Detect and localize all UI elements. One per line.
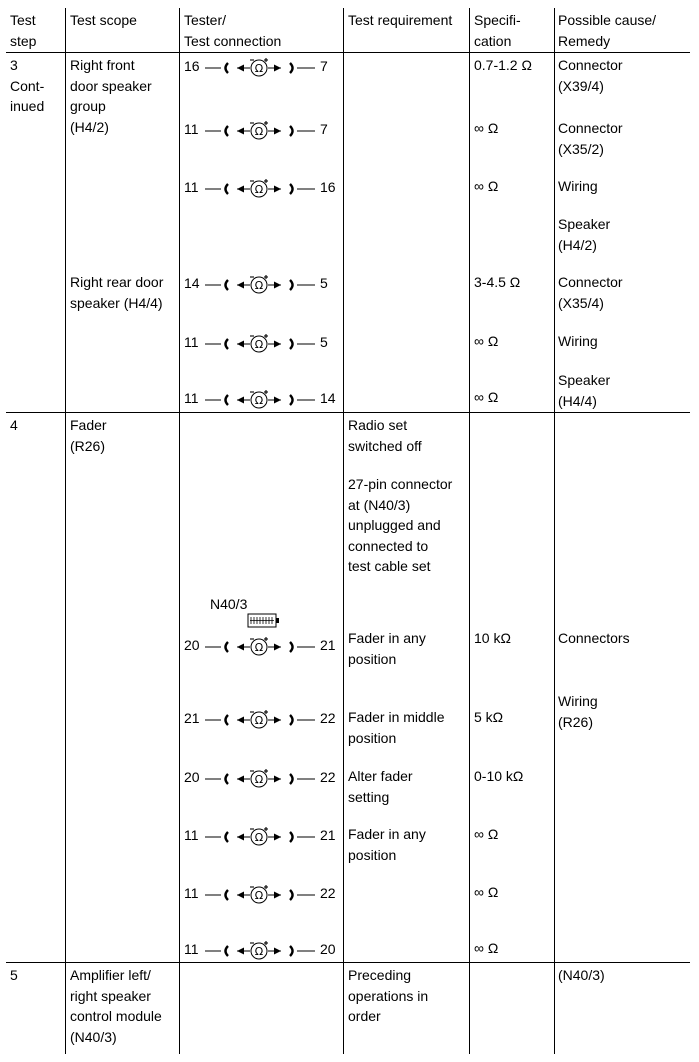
test-requirement: Fader in middle position	[348, 709, 445, 746]
ohmmeter-icon	[203, 766, 319, 790]
connector-icon	[247, 613, 281, 629]
right-pin-number: 16	[320, 179, 336, 195]
test-scope: Fader (R26)	[70, 417, 107, 454]
right-pin-number: 14	[320, 390, 336, 406]
ohmmeter-icon	[203, 387, 319, 411]
remedy-text: Wiring	[558, 178, 598, 194]
remedy-text: Connector (X35/4)	[558, 274, 623, 311]
test-scope: Amplifier left/ right speaker control module (N40/3)	[70, 967, 162, 1045]
column-divider	[554, 8, 555, 1054]
right-pin-number: 21	[320, 637, 336, 653]
right-pin-number: 5	[320, 275, 328, 291]
test-requirement: Fader in any position	[348, 826, 426, 863]
test-connection	[184, 824, 344, 848]
right-pin-number: 7	[320, 121, 328, 137]
header-test-requirement: Test requirement	[348, 12, 453, 28]
svg-text:Ω: Ω	[254, 338, 264, 352]
svg-text:Ω: Ω	[254, 889, 264, 903]
test-requirement: Alter fader setting	[348, 768, 413, 805]
test-requirement: Fader in any position	[348, 630, 426, 667]
right-pin-number: 5	[320, 334, 328, 350]
ohmmeter-icon	[203, 55, 319, 79]
test-scope: Right front door speaker group (H4/2)	[70, 57, 152, 135]
specification-value: ∞ Ω	[474, 884, 499, 900]
left-pin-number: 16	[184, 58, 200, 74]
left-pin-number: 11	[184, 179, 199, 195]
specification-value: ∞ Ω	[474, 389, 499, 405]
test-step-number: 4	[10, 417, 18, 433]
specification-value: ∞ Ω	[474, 178, 499, 194]
ohmmeter-icon	[203, 707, 319, 731]
column-divider	[469, 8, 470, 1054]
test-step-number: 5	[10, 967, 18, 983]
remedy-text: Wiring	[558, 333, 598, 349]
right-pin-number: 20	[320, 941, 336, 957]
left-pin-number: 20	[184, 769, 200, 785]
svg-text:Ω: Ω	[254, 125, 264, 139]
test-connection	[184, 176, 344, 200]
ohmmeter-icon	[203, 634, 319, 658]
remedy-text: Wiring (R26)	[558, 693, 598, 730]
svg-text:Ω: Ω	[254, 183, 264, 197]
specification-value: 0.7-1.2 Ω	[474, 57, 532, 73]
test-requirement: Preceding operations in order	[348, 967, 429, 1024]
test-scope: Right rear door speaker (H4/4)	[70, 274, 164, 311]
specification-value: ∞ Ω	[474, 940, 499, 956]
left-pin-number: 20	[184, 637, 200, 653]
specification-value: ∞ Ω	[474, 120, 499, 136]
test-requirement: 27-pin connector at (N40/3) unplugged and connected to test cable set	[348, 476, 453, 574]
test-connection	[184, 118, 344, 142]
left-pin-number: 11	[184, 390, 199, 406]
specification-value: 3-4.5 Ω	[474, 274, 521, 290]
header-rule	[6, 52, 690, 53]
remedy-text: Connector (X39/4)	[558, 57, 623, 94]
specification-value: 0-10 kΩ	[474, 768, 524, 784]
left-pin-number: 11	[184, 827, 199, 843]
remedy-text: (N40/3)	[558, 967, 605, 983]
ohmmeter-icon	[203, 331, 319, 355]
ohmmeter-icon	[203, 824, 319, 848]
specification-value: 10 kΩ	[474, 630, 511, 646]
test-connection	[184, 55, 344, 79]
test-connection	[184, 938, 344, 962]
right-pin-number: 22	[320, 885, 336, 901]
header-tester: Tester/ Test connection	[184, 12, 282, 49]
header-specification: Specifi- cation	[474, 12, 521, 49]
ohmmeter-icon	[203, 938, 319, 962]
header-test-step: Test step	[10, 12, 37, 49]
left-pin-number: 11	[184, 121, 199, 137]
ohmmeter-icon	[203, 176, 319, 200]
left-pin-number: 11	[184, 941, 199, 957]
test-connection	[184, 707, 344, 731]
header-test-scope: Test scope	[70, 12, 137, 28]
svg-text:Ω: Ω	[254, 62, 264, 76]
left-pin-number: 11	[184, 885, 199, 901]
connector-label: N40/3	[210, 596, 248, 612]
left-pin-number: 11	[184, 334, 199, 350]
test-connection	[184, 331, 344, 355]
svg-text:Ω: Ω	[254, 773, 264, 787]
svg-text:Ω: Ω	[254, 831, 264, 845]
test-connection	[184, 766, 344, 790]
ohmmeter-icon	[203, 118, 319, 142]
ohmmeter-icon	[203, 882, 319, 906]
remedy-text: Connectors	[558, 630, 630, 646]
header-remedy: Possible cause/ Remedy	[558, 12, 657, 49]
row-rule	[6, 962, 690, 963]
row-rule	[6, 412, 690, 413]
svg-text:Ω: Ω	[254, 641, 264, 655]
right-pin-number: 7	[320, 58, 328, 74]
test-connection	[184, 272, 344, 296]
left-pin-number: 14	[184, 275, 200, 291]
column-divider	[65, 8, 66, 1054]
svg-text:Ω: Ω	[254, 714, 264, 728]
test-step-number: 3 Cont- inued	[10, 57, 45, 114]
test-connection	[184, 882, 344, 906]
column-divider	[179, 8, 180, 1054]
svg-text:Ω: Ω	[254, 945, 264, 959]
right-pin-number: 22	[320, 769, 336, 785]
remedy-text: Speaker (H4/4)	[558, 372, 611, 409]
specification-value: ∞ Ω	[474, 333, 499, 349]
test-requirement: Radio set switched off	[348, 417, 422, 454]
left-pin-number: 21	[184, 710, 200, 726]
svg-text:Ω: Ω	[254, 279, 264, 293]
remedy-text: Speaker (H4/2)	[558, 216, 611, 253]
remedy-text: Connector (X35/2)	[558, 120, 623, 157]
specification-value: ∞ Ω	[474, 826, 499, 842]
test-connection	[184, 387, 344, 411]
right-pin-number: 21	[320, 827, 336, 843]
test-connection	[184, 634, 344, 658]
specification-value: 5 kΩ	[474, 709, 504, 725]
ohmmeter-icon	[203, 272, 319, 296]
right-pin-number: 22	[320, 710, 336, 726]
svg-text:Ω: Ω	[254, 394, 264, 408]
